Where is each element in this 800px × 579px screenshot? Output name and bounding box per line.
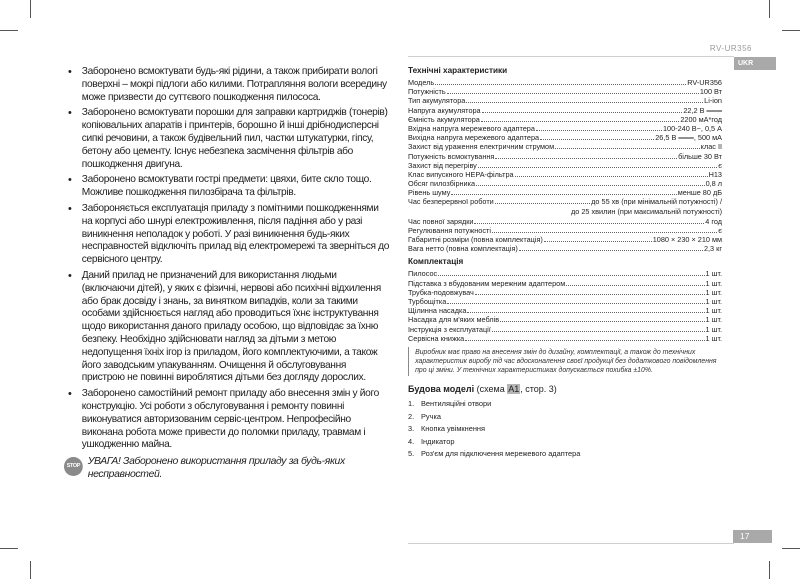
safety-bullet: • Забороняється експлуатація приладу з помітними пошкодженнями на корпусі або шнурі електроживлення, після падіння або у разі виникнення неполадок у роботі. У разі виникнення будь-яких несправностей відключіть прилад від електромережі та зверніться до сервісного центру.: [62, 203, 391, 267]
spec-row: [408, 188, 722, 197]
row-label: Час повної зарядки: [408, 216, 474, 226]
row-value: 1 шт.: [705, 269, 722, 279]
spec-row: [408, 226, 722, 235]
leader-dots: [451, 194, 676, 195]
spec-row: [408, 142, 722, 151]
row-value: 4 год: [705, 216, 722, 226]
row-value: 1 шт.: [705, 315, 722, 325]
spec-value: до 55 хв (при мінімальній потужності) /: [591, 197, 722, 207]
row-value: менше 80 дБ: [677, 188, 722, 198]
note-bar: [408, 347, 409, 377]
leader-dots: [519, 250, 703, 251]
row-value: 1 шт.: [705, 306, 722, 316]
spec-row: [408, 235, 722, 244]
row-value: 26,5 В ═══, 500 мА: [655, 133, 722, 143]
row-label: Пилосос: [408, 269, 438, 279]
build-ref-suffix: , стор. 3): [520, 384, 557, 395]
row-value: є: [718, 225, 722, 235]
row-value: 1 шт.: [705, 324, 722, 334]
part-number: 4.: [408, 436, 415, 446]
spec-row: [408, 78, 722, 87]
leader-dots: [466, 102, 703, 103]
specs-table: [408, 78, 722, 197]
page-number: 17: [740, 531, 750, 541]
parts-list: [408, 398, 722, 460]
leader-dots: [478, 167, 717, 168]
stop-warning: [62, 455, 391, 481]
row-label: Напруга акумулятора: [408, 105, 481, 115]
part-number: 1.: [408, 399, 415, 409]
leader-dots: [447, 93, 699, 94]
row-value: Li-ion: [704, 96, 722, 106]
leader-dots: [482, 112, 683, 113]
row-label: Вихідна напруга мережевого адаптера: [408, 133, 540, 143]
row-label: Габаритні розміри (повна комплектація): [408, 235, 543, 244]
spec-row: [408, 161, 722, 170]
row-label: Захист від перегріву: [408, 160, 477, 170]
row-value: RV-UR356: [687, 78, 722, 87]
leader-dots: [515, 176, 708, 177]
part-number: 5.: [408, 449, 415, 459]
crop-mark: [782, 548, 800, 549]
kit-row: [408, 325, 722, 334]
leader-dots: [495, 203, 590, 204]
part-number: 3.: [408, 424, 415, 434]
part-item: [408, 398, 722, 410]
leader-dots: [467, 312, 704, 313]
kit-row: [408, 315, 722, 324]
crop-mark: [0, 548, 18, 549]
row-label: Сервісна книжка: [408, 333, 465, 343]
spec-row: [408, 106, 722, 115]
row-value: 2200 мА*год: [680, 114, 722, 124]
warning-text: УВАГА! Заборонено використання приладу за будь-яких несправностей.: [87, 455, 345, 480]
header-model: RV-UR356: [709, 44, 752, 53]
row-value: 2,3 кг: [703, 244, 722, 254]
kit-row: [408, 288, 722, 297]
leader-dots: [475, 294, 705, 295]
part-label: Роз'єм для підключення мережевого адаптера: [421, 449, 581, 459]
row-label: Вага нетто (повна комплектація): [408, 244, 518, 254]
language-tab: UKR: [734, 57, 776, 70]
row-label: Підставка з вбудованим мережним адаптером: [408, 278, 566, 288]
row-label: Щілинна насадка: [408, 306, 467, 316]
crop-mark: [30, 0, 31, 18]
spec-row: [408, 179, 722, 188]
build-ref-prefix: (схема: [476, 384, 508, 395]
specs-table-continued: [408, 217, 722, 254]
spec-row: [408, 170, 722, 179]
safety-bullet: • Заборонено всмоктувати будь-які рідини, а також прибирати вологі поверхні – мокрі підлоги або килими. Потрапляння вологи всередину може призвести до суттєвого пошкодження пилососа.: [62, 66, 391, 104]
row-value: 1 шт.: [705, 296, 722, 306]
kit-table: [408, 269, 722, 343]
kit-row: [408, 297, 722, 306]
safety-bullet: • Заборонено всмоктувати гострі предмети: цвяхи, бите скло тощо. Можливе пошкодження пилозбірача та фільтрів.: [62, 174, 391, 200]
leader-dots: [447, 303, 704, 304]
part-item: [408, 423, 722, 435]
row-value: клас II: [700, 142, 722, 152]
spec-row: [408, 152, 722, 161]
row-value: 100 Вт: [699, 87, 722, 97]
row-label: Захист від ураження електричним струмом: [408, 142, 555, 152]
specs-column: [408, 66, 722, 461]
part-label: Ручка: [421, 411, 441, 421]
crop-mark: [0, 30, 18, 31]
row-label: Потужність всмоктування: [408, 151, 495, 161]
row-value: 1 шт.: [705, 278, 722, 288]
page-number-tab: [733, 530, 772, 543]
row-label: Рівень шуму: [408, 188, 451, 198]
leader-dots: [438, 275, 704, 276]
stop-icon: STOP: [64, 457, 83, 476]
leader-dots: [500, 321, 704, 322]
spec-row: [408, 115, 722, 124]
disclaimer-note: [408, 347, 722, 377]
row-value: 1 шт.: [705, 287, 722, 297]
safety-bullet: • Заборонено самостійний ремонт приладу або внесення змін у його конструкцію. Усі роботи з обслуговування і ремонту повинні виконуватися авторизованим сервіс-центром. Непрофесійно виконана робота може привести до поломки приладу, травмам і ушкодженню майна.: [62, 388, 391, 452]
row-value: є: [718, 160, 722, 170]
row-label: Насадка для м'яких меблів: [408, 315, 500, 325]
crop-mark: [769, 0, 770, 18]
spec-row: [408, 124, 722, 133]
kit-row: [408, 306, 722, 315]
leader-dots: [492, 331, 705, 332]
spec-row: [408, 133, 722, 142]
safety-bullet: • Заборонено всмоктувати порошки для заправки картриджів (тонерів) копіювальних апаратів і принтерів, борошно й інші дрібнодисперсні сипкі речовини, а також будівельний пил, частки штукатурки, гіпсу, бетону або цементу. Існує небезпека засмічення фільтрів або пошкодження двигуна.: [62, 107, 391, 171]
footer-divider: [408, 543, 734, 544]
row-label: Клас випускного HEPA-фільтра: [408, 169, 514, 179]
leader-dots: [481, 121, 679, 122]
row-label: Ємність акумулятора: [408, 114, 480, 124]
row-label: Інструкція з експлуатації: [408, 324, 491, 334]
row-label: Регулювання потужності: [408, 225, 491, 235]
row-label: Потужність: [408, 87, 446, 97]
spec-value-continued: до 25 хвилин (при максимальній потужності): [571, 206, 722, 216]
part-item: [408, 448, 722, 460]
part-label: Кнопка увімкнення: [421, 424, 485, 434]
part-label: Вентиляційні отвори: [421, 399, 492, 409]
leader-dots: [492, 232, 717, 233]
leader-dots: [540, 139, 654, 140]
part-label: Індикатор: [421, 436, 455, 446]
crop-mark: [30, 561, 31, 579]
row-value: H13: [708, 169, 722, 179]
leader-dots: [476, 185, 705, 186]
spec-row: [408, 87, 722, 96]
safety-column: [62, 66, 391, 481]
build-title: [408, 384, 722, 394]
row-label: Обсяг пилозбірника: [408, 179, 476, 189]
crop-mark: [769, 561, 770, 579]
specs-title: Технічні характеристики: [408, 66, 508, 75]
row-label: Вхідна напруга мережевого адаптера: [408, 123, 535, 133]
row-label: Турбощітка: [408, 296, 447, 306]
leader-dots: [566, 285, 704, 286]
leader-dots: [465, 340, 704, 341]
kit-row: [408, 269, 722, 278]
leader-dots: [555, 148, 700, 149]
leader-dots: [435, 84, 686, 85]
row-value: більше 30 Вт: [678, 151, 722, 161]
spec-row: [408, 244, 722, 253]
spec-row: [408, 96, 722, 105]
leader-dots: [536, 130, 662, 131]
crop-mark: [782, 30, 800, 31]
row-value: 1 шт.: [705, 333, 722, 343]
leader-dots: [495, 158, 677, 159]
kit-row: [408, 334, 722, 343]
spec-row-work-time: [408, 197, 722, 206]
scheme-ref: A1: [508, 384, 520, 395]
part-item: [408, 436, 722, 448]
row-label: Трубка-подовжувач: [408, 287, 474, 297]
leader-dots: [474, 223, 704, 224]
safety-bullet: • Даний прилад не призначений для використання людьми (включаючи дітей), у яких є фізичні, нервові або психічні відхилення або брак досвіду і знань, за винятком випадків, коли за такими особами здійснюється нагляд або проводиться їхнє інструктування щодо використання даного приладу особою, що відповідає за їхню безпеку. Необхідно здійснювати нагляд за дітьми з метою недопущення їхніх ігор із приладом, його комплектуючими, а також його заводським упакуванням. Очищення й обслуговування пристрою не повинні вироблятися дітьми без догляду дорослих.: [62, 270, 391, 385]
part-item: [408, 411, 722, 423]
row-label: Модель: [408, 78, 435, 87]
part-number: 2.: [408, 411, 415, 421]
spec-label: Час безперервної роботи: [408, 197, 494, 207]
row-value: 1080 × 230 × 210 мм: [652, 235, 722, 244]
spec-row: [408, 217, 722, 226]
kit-row: [408, 279, 722, 288]
row-label: Тип акумулятора: [408, 96, 466, 106]
kit-title: Комплектація: [408, 257, 464, 267]
header-divider: [408, 56, 734, 57]
row-value: 100-240 В~, 0,5 А: [662, 123, 722, 133]
row-value: 0,8 л: [705, 179, 722, 189]
leader-dots: [544, 241, 652, 242]
row-value: 22,2 В ═══: [683, 105, 722, 115]
note-text: Виробник має право на внесення змін до дизайну, комплектації, а також до технічних характеристик виробу під час вдосконалення своєї продукції без додаткового повідомлення про ці зміни. У технічних характеристиках допускається похибка ±10%.: [415, 348, 717, 375]
build-heading: Будова моделі: [408, 384, 475, 395]
